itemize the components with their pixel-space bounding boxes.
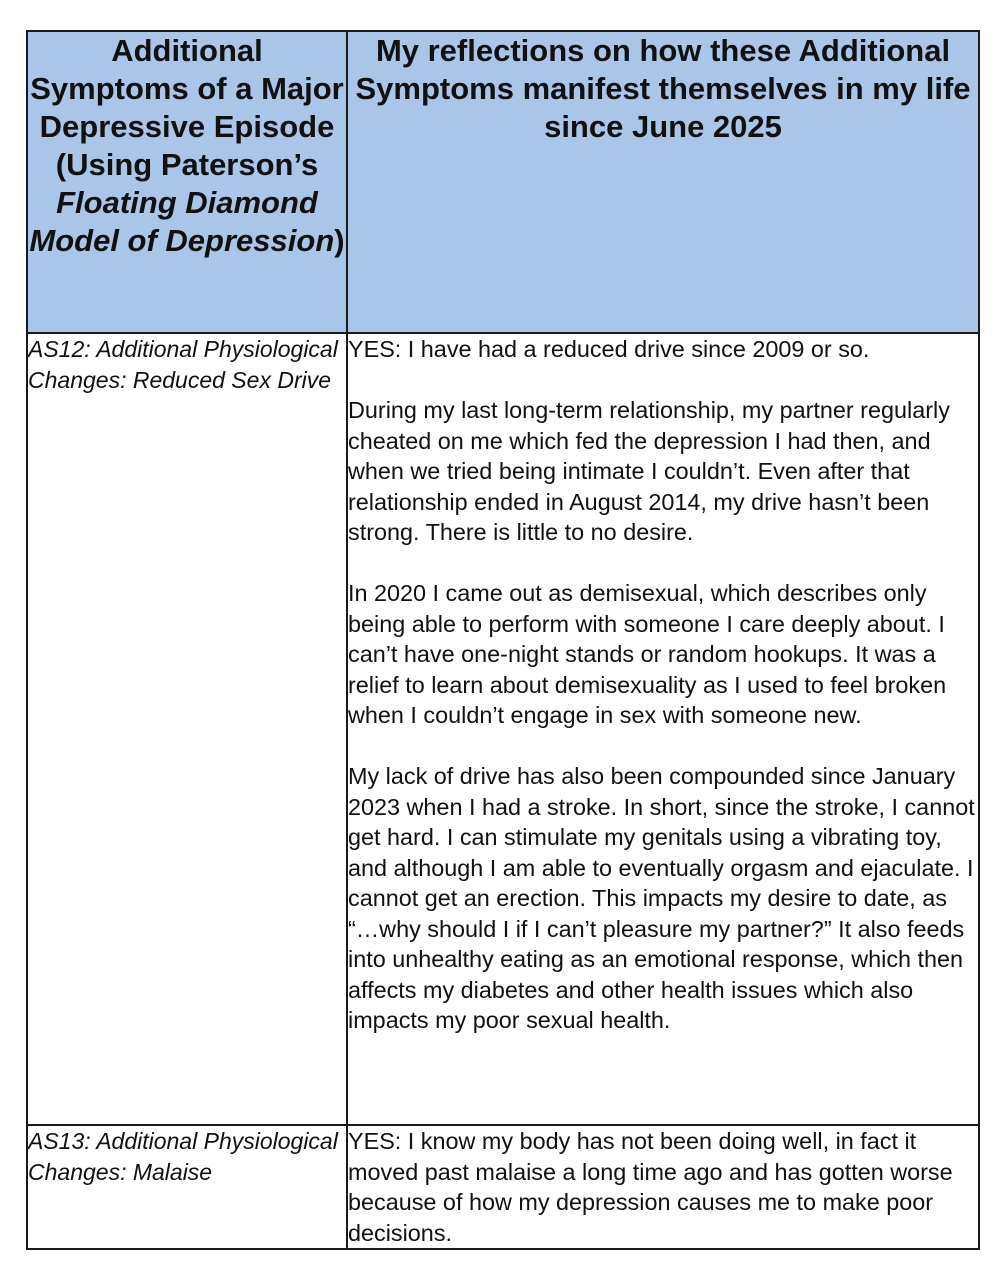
reflection-paragraph: YES: I have had a reduced drive since 2009 or so. (348, 336, 870, 362)
reflection-cell (347, 333, 979, 1125)
header-symptoms-text-part3: ) (334, 223, 345, 258)
header-symptoms-text-part1: Additional Symptoms of a Major Depressive Episode (Using Paterson’s (30, 33, 344, 182)
reflection-paragraph: My lack of drive has also been compounded since January 2023 when I had a stroke. In short, since the stroke, I cannot get hard. I can stimulate my genitals using a vibrating toy, and although I am able to eventually orgasm and ejaculate. I cannot get an erection. This impacts my desire to date, as “…why should I if I can’t pleasure my partner?” It also feeds into unhealthy eating as an emotional response, which then affects my diabetes and other health issues which also impacts my poor sexual health. (348, 763, 975, 1033)
reflection-paragraph: YES: I know my body has not been doing well, in fact it moved past malaise a long time ago and has gotten worse because of how my depression causes me to make poor decisions. (348, 1128, 953, 1246)
header-symptoms-title (28, 32, 346, 260)
symptom-label: AS12: Additional Physiological Changes: Reduced Sex Drive (28, 336, 338, 393)
header-symptoms-text-model: Floating Diamond Model of Depression (29, 185, 335, 258)
table-row (27, 1125, 979, 1249)
symptom-label: AS13: Additional Physiological Changes: Malaise (28, 1128, 338, 1185)
symptom-cell (27, 1125, 347, 1249)
table-row (27, 333, 979, 1125)
reflection-cell (347, 1125, 979, 1249)
reflection-paragraph: In 2020 I came out as demisexual, which describes only being able to perform with someone I care deeply about. I can’t have one-night stands or random hookups. It was a relief to learn about demisexuality as I used to feel broken when I couldn’t engage in sex with someone new. (348, 580, 947, 728)
reflection-paragraph: During my last long-term relationship, my partner regularly cheated on me which fed the depression I had then, and when we tried being intimate I couldn’t. Even after that relationship ended in August 2014, my drive hasn’t been strong. There is little to no desire. (348, 397, 950, 545)
header-reflections-column (347, 31, 979, 333)
symptoms-reflection-table (26, 30, 980, 1250)
header-reflections-title: My reflections on how these Additional Symptoms manifest themselves in my life since June 2025 (355, 33, 971, 144)
header-symptoms-column (27, 31, 347, 333)
symptom-cell (27, 333, 347, 1125)
table-header-row (27, 31, 979, 333)
